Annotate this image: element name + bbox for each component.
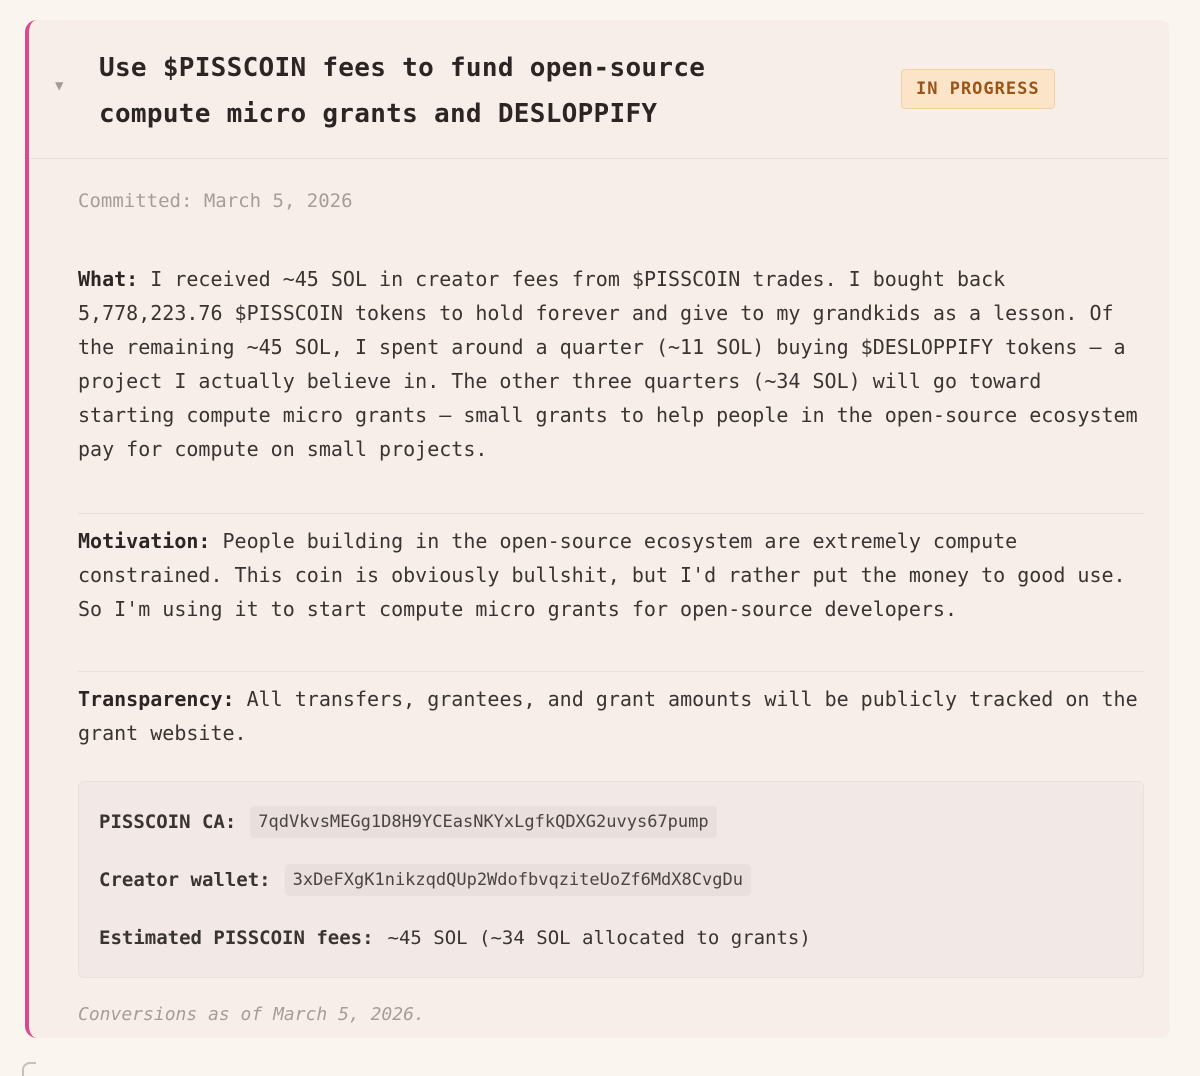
estimated-fees-value: ~45 SOL (~34 SOL allocated to grants) — [387, 927, 811, 949]
motivation-label: Motivation: — [78, 529, 211, 553]
details-box — [78, 781, 1144, 978]
committed-date: Committed: March 5, 2026 — [78, 190, 353, 212]
creator-wallet-value[interactable]: 3xDeFXgK1nikzqdQUp2WdofbvqziteUoZf6MdX8CvgDu — [285, 864, 751, 896]
what-section — [78, 262, 1144, 466]
divider — [78, 671, 1144, 672]
contract-address-value[interactable]: 7qdVkvsMEGg1D8H9YCEasNKYxLgfkQDXG2uvys67pump — [250, 806, 716, 838]
estimated-fees-label: Estimated PISSCOIN fees: — [99, 927, 374, 949]
divider — [78, 513, 1144, 514]
transparency-section — [78, 682, 1144, 750]
motivation-section — [78, 524, 1144, 626]
estimated-fees-row — [99, 920, 811, 956]
what-label: What: — [78, 267, 139, 291]
creator-wallet-row — [99, 862, 751, 898]
next-card-edge — [22, 1062, 36, 1076]
conversions-footnote: Conversions as of March 5, 2026. — [78, 1004, 425, 1025]
transparency-text: All transfers, grantees, and grant amounts will be publicly tracked on the grant website. — [78, 687, 1138, 745]
status-badge: IN PROGRESS — [901, 69, 1055, 109]
collapse-caret-icon[interactable]: ▼ — [55, 78, 64, 94]
transparency-label: Transparency: — [78, 687, 235, 711]
creator-wallet-label: Creator wallet: — [99, 869, 271, 891]
roadmap-item-card — [25, 20, 1169, 1038]
card-header[interactable] — [29, 20, 1169, 159]
item-title: Use $PISSCOIN fees to fund open-source compute micro grants and DESLOPPIFY — [99, 53, 706, 129]
motivation-text: People building in the open-source ecosystem are extremely compute constrained. This coin is obviously bullshit, but I'd rather put the money to good use. So I'm using it to start compute micro grants for open-source developers. — [78, 529, 1126, 621]
what-text: I received ~45 SOL in creator fees from $PISSCOIN trades. I bought back 5,778,223.76 $PISSCOIN tokens to hold forever and give to my grandkids as a lesson. Of the remaining ~45 SOL, I spent around a quarter (~11 SOL) buying $DESLOPPIFY tokens — a project I actually believe in. The other three quarters (~34 SOL) will go toward starting compute micro grants — small grants to help people in the open-source ecosystem pay for compute on small projects. — [78, 267, 1138, 461]
contract-address-row — [99, 804, 717, 840]
contract-address-label: PISSCOIN CA: — [99, 811, 237, 833]
